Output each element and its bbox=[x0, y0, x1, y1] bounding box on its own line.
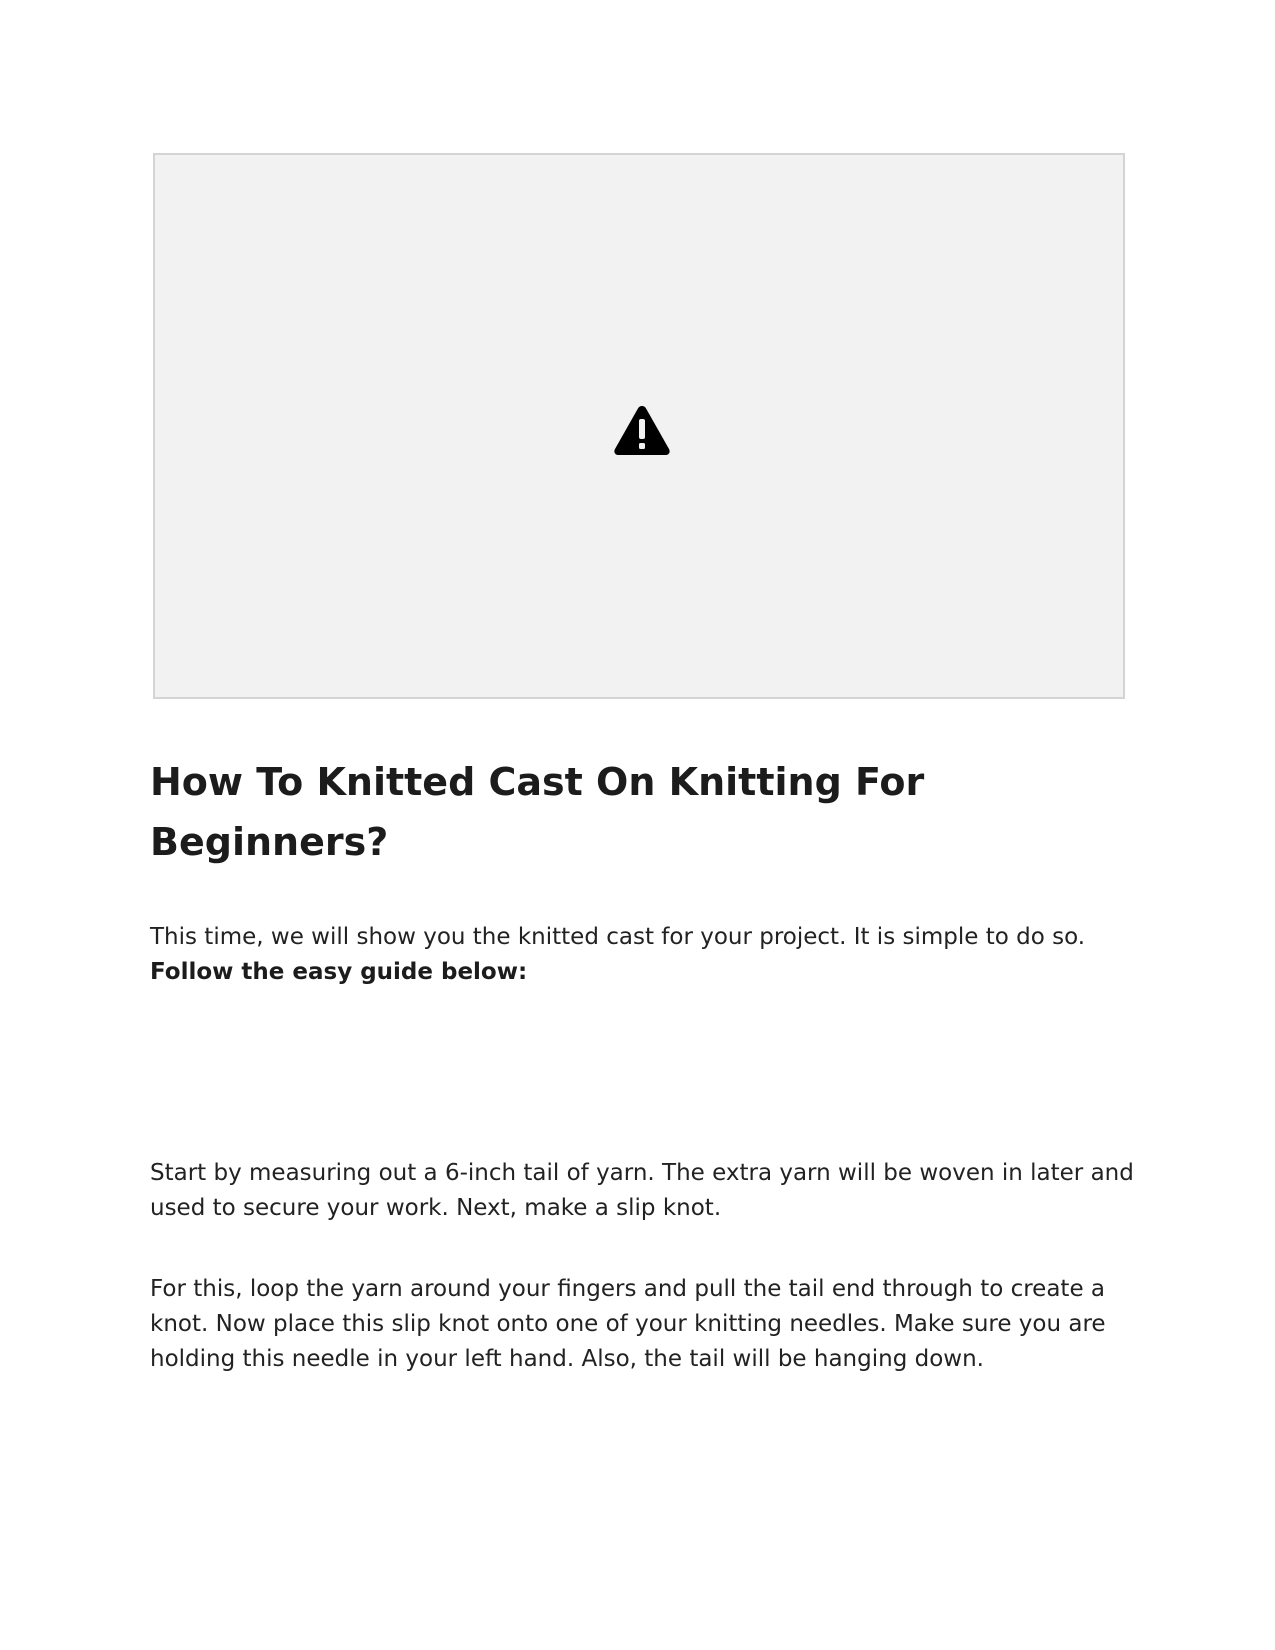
step-paragraph-1: Start by measuring out a 6-inch tail of yarn. The extra yarn will be woven in later and used to secure your work. Next, make a slip knot. bbox=[150, 1160, 1134, 1221]
step-paragraph-2: For this, loop the yarn around your fingers and pull the tail end through to create a knot. Now place this slip knot onto one of your knitting needles. Make sure you are holding this needle in your left hand. Also, the tail will be hanging down. bbox=[150, 1276, 1106, 1372]
intro-paragraph bbox=[150, 920, 1135, 990]
broken-image-placeholder bbox=[153, 153, 1125, 699]
intro-bold-text: Follow the easy guide below: bbox=[150, 959, 528, 985]
warning-triangle-icon bbox=[613, 404, 671, 456]
intro-text: This time, we will show you the knitted cast for your project. It is simple to do so. bbox=[150, 924, 1086, 950]
article-title: How To Knitted Cast On Knitting For Beginners? bbox=[150, 760, 925, 864]
